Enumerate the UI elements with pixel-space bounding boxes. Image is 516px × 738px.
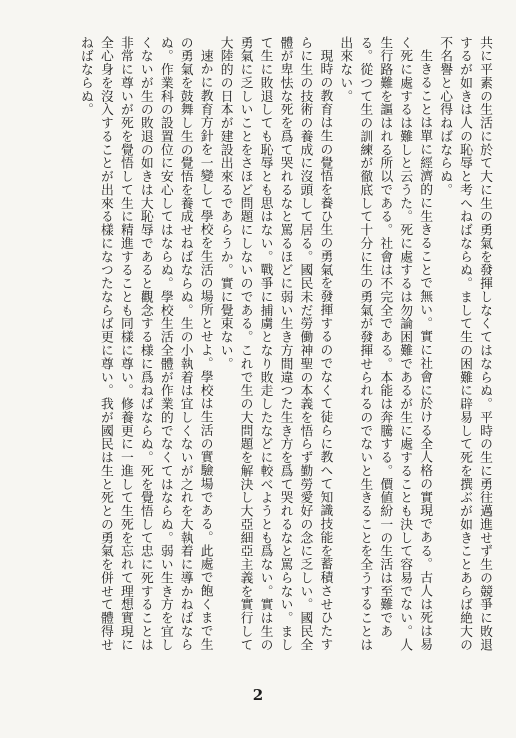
paragraph-2: 生きることは單に經濟的に生きることで無い。實に社會に於ける全人格の實現である。古人は死は易く死に處するは難しと云うた。死に處するは勿論困難であるが生に處することも決して容易でない。人生行路難を謳はれる所以である。社會は不完全である。本能は奔騰する。價値紛一の生活は至難である。從つて生の訓練が徹底して十分に生の勇氣が發揮せられるのでないと生きることを全うすることは出來ない。: [337, 36, 433, 652]
paragraph-3: 現時の教育は生の覺悟を養ひ生の勇氣を發揮するのでなくて徒らに教へて知識技能を蓄積させひたすらに生の技術の養成に沒頭して居る。國民未だ勞働神聖の本義を悟らず勤勞愛好の念に乏しい。國民全體が卑怯な死を爲て哭れるなと罵るほどに弱い生き方間違つた生き方を爲て哭れるなと罵らない。まして生に敗退しても恥辱とも思はない。戰爭に捕虜となり敗走したなどに較べようとも爲ない。實は生の勇氣に乏しいことをさほど問題にしないのである。これで生の大問題を解決し大亞細亞主義を實行して大陸的の日本が建設出來るであらうか。實に覺束ない。: [217, 36, 333, 652]
paragraph-1: 共に平素の生活に於て大に生の勇氣を發揮しなくてはならぬ。平時の生に勇往邁進せず生の競爭に敗退するが如きは人の恥辱と考へねばならぬ。まして生の困難に辟易して死を撰ぶが如きことあらば絶大の不名譽と心得ねばならぬ。: [437, 36, 492, 652]
paragraph-4: 速かに教育方針を一變して學校を生活の場所とせよ。學校は生活の實驗場である。此處で飽くまで生の勇氣を鼓舞し生の覺悟を養成せねばならぬ。生の小執着は宜しくないが之れを大執着に導かねばならぬ。作業科の設置位に安心してはならぬ。學校生活全體が作業的でなくてはならぬ。弱い生き方を宜しくないが生の敗退の如きは大恥辱であると觀念する様に爲ねばならぬ。死を覺悟して忠に死することは非常に尊いが死を覺悟して生に精進することも同樣に尊い。修養更に一進して生死を忘れて理想實現に全心身を沒入することが出來る樣になつたならば更に尊い。我が國民は生と死との勇氣を併せて體得せねばならぬ。: [77, 36, 213, 652]
body-text: [32, 36, 494, 656]
page-number: 2: [252, 686, 264, 704]
